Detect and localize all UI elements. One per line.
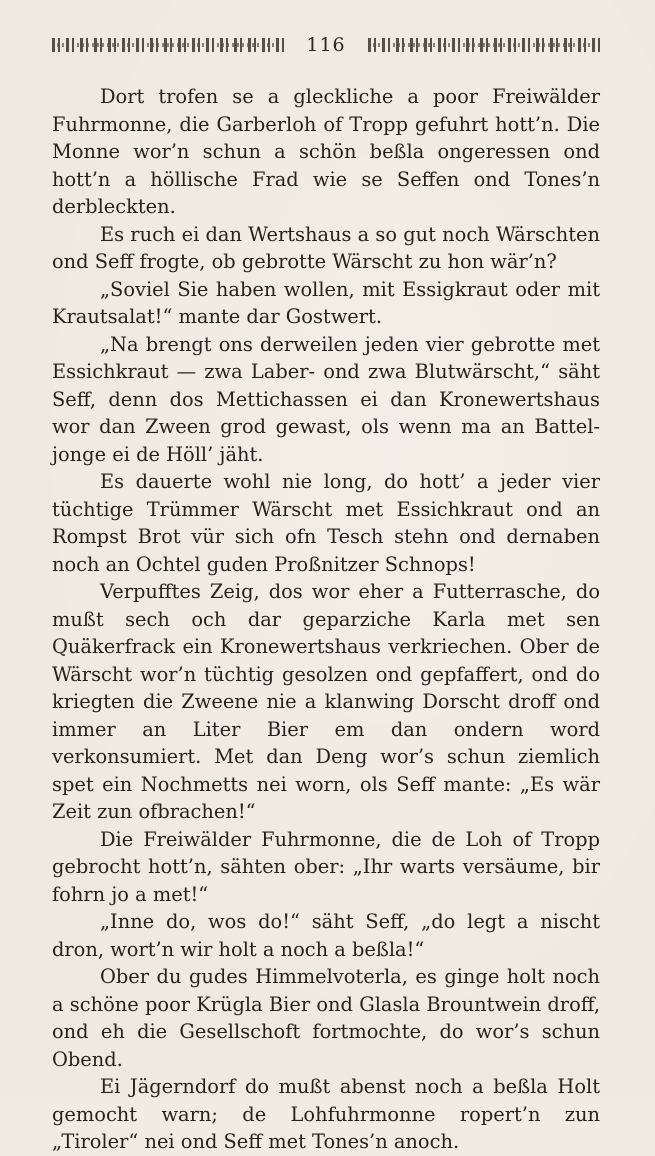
paragraph: Es ruch ei dan Wertshaus a so gut noch Wärschten ond Seff frogte, ob gebrotte Wärscht zu hon wär’n?: [52, 222, 600, 273]
paragraph: Es dauerte wohl nie long, do hott’ a jeder vier tüchtige Trümmer Wärscht met Essichkraut ond an Rompst Brot vür sich ofn Tesch stehn ond dernaben noch an Ochtel guden Proßnitzer Schnops!: [52, 470, 600, 576]
page-header: [52, 32, 600, 58]
paragraph: Die Freiwälder Fuhrmonne, die de Loh of Tropp gebrocht hott’n, sähten ober: „Ihr warts versäume, bir fohrn jo a met!“: [52, 827, 600, 906]
paragraph: Dort trofen se a gleckliche a poor Freiwälder Fuhrmonne, die Garberloh of Tropp gefuhrt hott’n. Die Monne wor’n schun a schön beßla ongeressen ond hott’n a höllische Frad wie se Seffen ond Tones’n derbleckten.: [52, 85, 600, 218]
paragraph: Verpufftes Zeig, dos wor eher a Futterrasche, do mußt sech och dar geparziche Karla met sen Quäkerfrack ein Kronewertshaus verkriechen. Ober de Wärscht wor’n tüchtig gesolzen ond gepfaffert, ond do kriegten die Zweene nie a klanwing Dorscht droff ond immer an Liter Bier em dan ondern word verkonsumiert. Met dan Deng wor’s schun ziemlich spet ein Nochmetts nei worn, ols Seff mante: „Es wär Zeit zun ofbrachen!“: [52, 580, 600, 823]
header-ornament-right: [368, 38, 600, 52]
header-ornament-left: [52, 38, 284, 52]
paragraph: „Na brengt ons derweilen jeden vier gebrotte met Essichkraut — zwa Laber- ond zwa Blutwärscht,“ säht Seff, denn dos Mettichassen ei dan Kronewertshaus wor dan Zween grod gewast, ols wenn ma an Battel-jonge ei de Höll’ jäht.: [52, 332, 600, 466]
page-number: 116: [306, 34, 346, 56]
paragraph: „Inne do, wos do!“ säht Seff, „do legt a nischt dron, wort’n wir holt a noch a beßla!“: [52, 910, 600, 961]
paragraph: Ei Jägerndorf do mußt abenst noch a beßla Holt gemocht warn; de Lohfuhrmonne ropert’n zun „Tiroler“ nei ond Seff met Tones’n anoch.: [52, 1075, 600, 1153]
paragraph: Ober du gudes Himmelvoterla, es ginge holt noch a schöne poor Krügla Bier ond Glasla Brountwein droff, ond eh die Gesellschoft fortmochte, do wor’s schun Obend.: [52, 965, 600, 1071]
paragraph: „Soviel Sie haben wollen, mit Essigkraut oder mit Krautsalat!“ mante dar Gostwert.: [52, 277, 600, 328]
body-text: [52, 83, 600, 1156]
